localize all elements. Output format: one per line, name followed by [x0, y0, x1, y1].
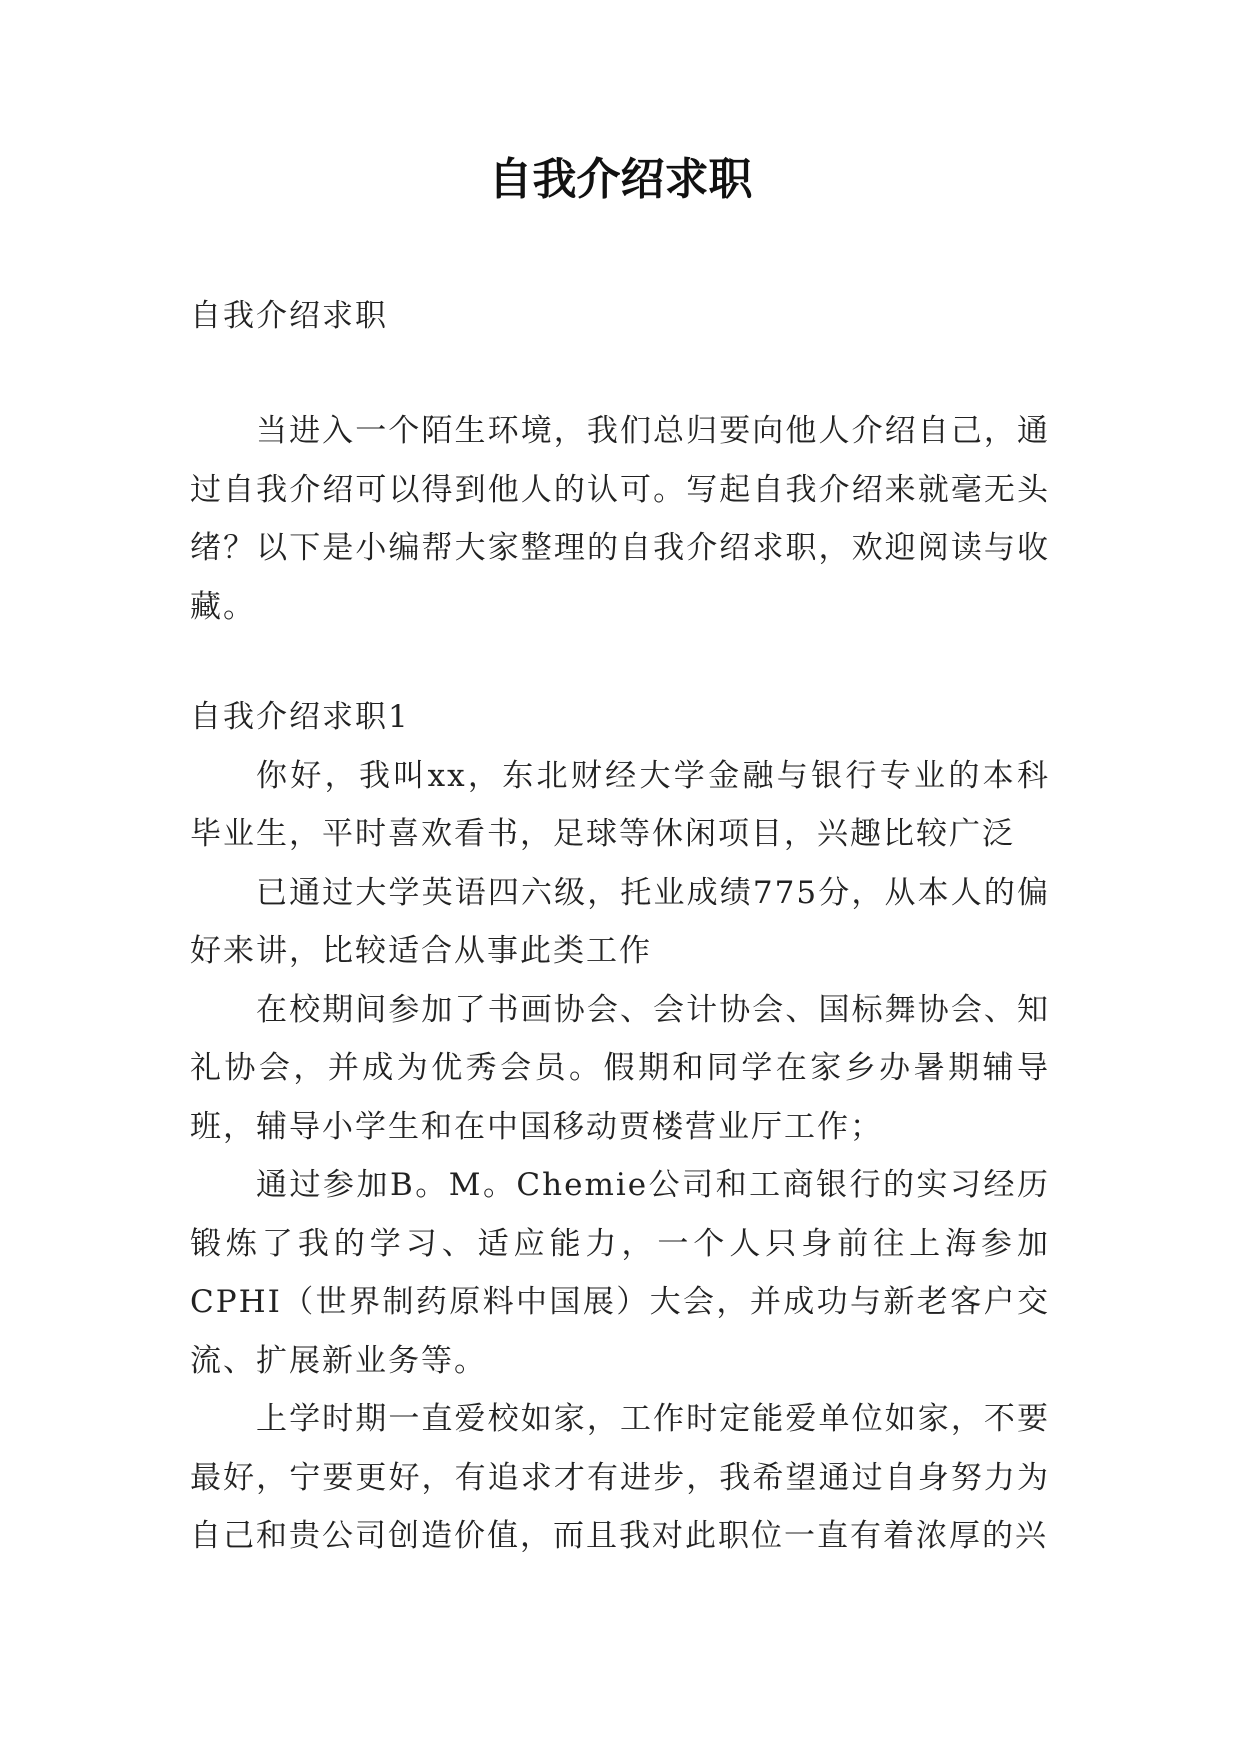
paragraph-2: 已通过大学英语四六级，托业成绩775分，从本人的偏好来讲，比较适合从事此类工作 — [190, 874, 1050, 969]
main-section — [190, 688, 1050, 1566]
document-subtitle — [190, 287, 1050, 346]
subtitle-text: 自我介绍求职 — [190, 298, 388, 334]
paragraph-4: 通过参加B。M。Chemie公司和工商银行的实习经历锻炼了我的学习、适应能力，一个人只身前往上海参加CPHI（世界制药原料中国展）大会，并成功与新老客户交流、扩展新业务等。 — [190, 1167, 1050, 1379]
intro-block — [190, 402, 1050, 636]
paragraph-1: 你好，我叫xx，东北财经大学金融与银行专业的本科毕业生，平时喜欢看书，足球等休闲项目，兴趣比较广泛 — [190, 757, 1050, 852]
paragraph-3: 在校期间参加了书画协会、会计协会、国标舞协会、知礼协会，并成为优秀会员。假期和同学在家乡办暑期辅导班，辅导小学生和在中国移动贾楼营业厅工作； — [190, 991, 1050, 1145]
section-heading: 自我介绍求职1 — [190, 699, 410, 735]
intro-paragraph: 当进入一个陌生环境，我们总归要向他人介绍自己，通过自我介绍可以得到他人的认可。写起自我介绍来就毫无头绪？以下是小编帮大家整理的自我介绍求职，欢迎阅读与收藏。 — [190, 413, 1050, 625]
paragraph-5: 上学时期一直爱校如家，工作时定能爱单位如家，不要最好，宁要更好，有追求才有进步，我希望通过自身努力为自己和贵公司创造价值，而且我对此职位一直有着浓厚的兴 — [190, 1401, 1050, 1554]
document-title: 自我介绍求职 — [488, 154, 753, 205]
